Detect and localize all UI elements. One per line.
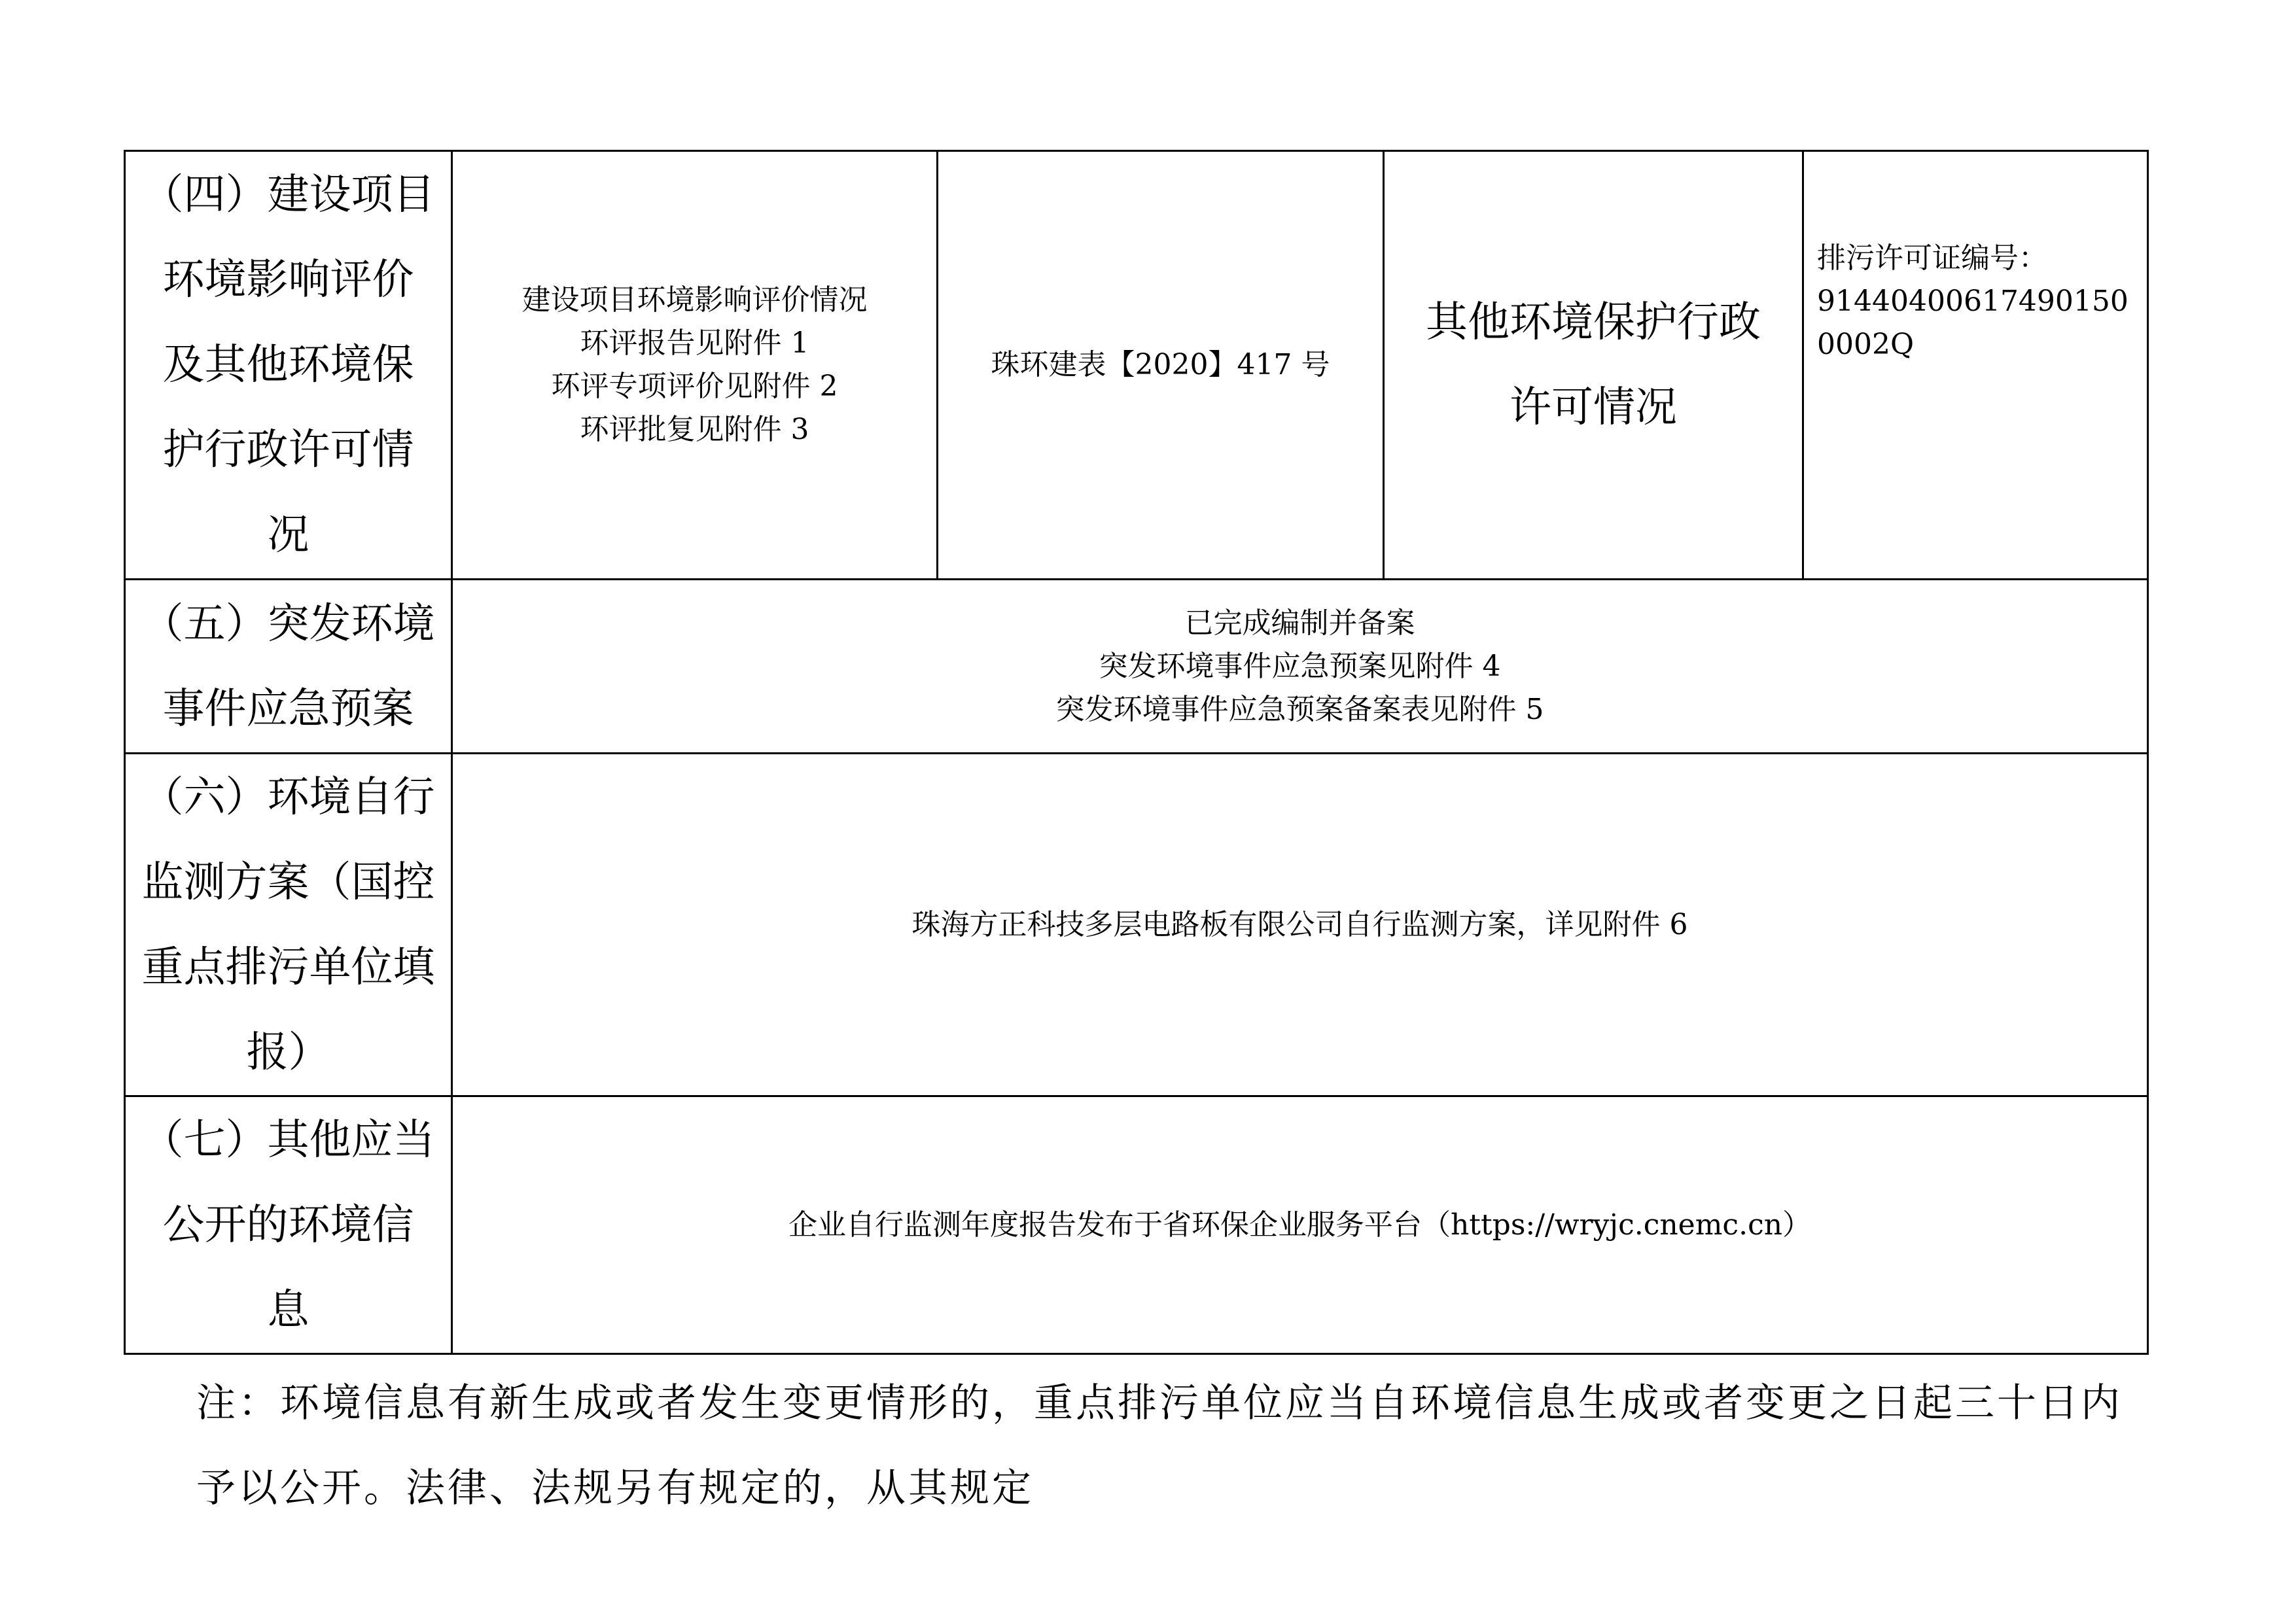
label-line: 事件应急预案: [162, 684, 414, 733]
eia-line: 建设项目环境影响评价情况: [521, 283, 868, 317]
label-line: 公开的环境信: [162, 1200, 414, 1249]
table-row: [125, 580, 2148, 754]
license-label: 排污许可证编号：: [1817, 241, 2047, 275]
label-line: 及其他环境保: [162, 341, 414, 389]
license-cell: [1803, 151, 2148, 580]
label-line: 息: [267, 1285, 309, 1335]
eia-line: 环评专项评价见附件 2: [551, 370, 838, 403]
row-content: [452, 580, 2148, 754]
content-line: 企业自行监测年度报告发布于省环保企业服务平台（https://wryjc.cnemc.cn）: [788, 1208, 1812, 1242]
eia-line: 环评批复见附件 3: [580, 413, 809, 446]
eia-cell: [452, 151, 938, 580]
table-row: [125, 754, 2148, 1096]
content-line: 突发环境事件应急预案备案表见附件 5: [1055, 692, 1544, 726]
label-line: （四）建设项目: [141, 171, 435, 219]
label-line: 报）: [246, 1028, 330, 1077]
label-line: （五）突发环境: [141, 599, 435, 648]
row-content: [452, 754, 2148, 1096]
permit-line: 其他环境保护行政: [1426, 298, 1761, 347]
other-permit-cell: [1384, 151, 1803, 580]
row-content: [452, 1096, 2148, 1354]
label-line: 监测方案（国控: [141, 858, 435, 907]
row-label: [125, 754, 452, 1096]
label-line: （七）其他应当: [141, 1115, 435, 1164]
permit-line: 许可情况: [1510, 383, 1677, 432]
content-line: 珠海方正科技多层电路板有限公司自行监测方案，详见附件 6: [911, 907, 1688, 941]
approval-number: 珠环建表【2020】417 号: [938, 151, 1384, 580]
environmental-info-table: [124, 150, 2149, 1355]
label-line: （六）环境自行: [141, 773, 435, 822]
label-line: 护行政许可情: [162, 426, 414, 474]
content-line: 已完成编制并备案: [1184, 606, 1415, 640]
footnote: 注：环境信息有新生成或者发生变更情形的，重点排污单位应当自环境信息生成或者变更之日起三十日内予以公开。法律、法规另有规定的，从其规定: [196, 1380, 2123, 1511]
table-row: [125, 151, 2148, 580]
label-line: 环境影响评价: [162, 256, 414, 304]
table-row: [125, 1096, 2148, 1354]
label-line: 况: [267, 511, 309, 559]
eia-line: 环评报告见附件 1: [580, 326, 809, 360]
row-label: [125, 151, 452, 580]
content-line: 突发环境事件应急预案见附件 4: [1099, 649, 1501, 683]
row-label: [125, 580, 452, 754]
row-label: [125, 1096, 452, 1354]
license-number: 914404006174901500002Q: [1817, 285, 2128, 361]
label-line: 重点排污单位填: [141, 943, 435, 992]
